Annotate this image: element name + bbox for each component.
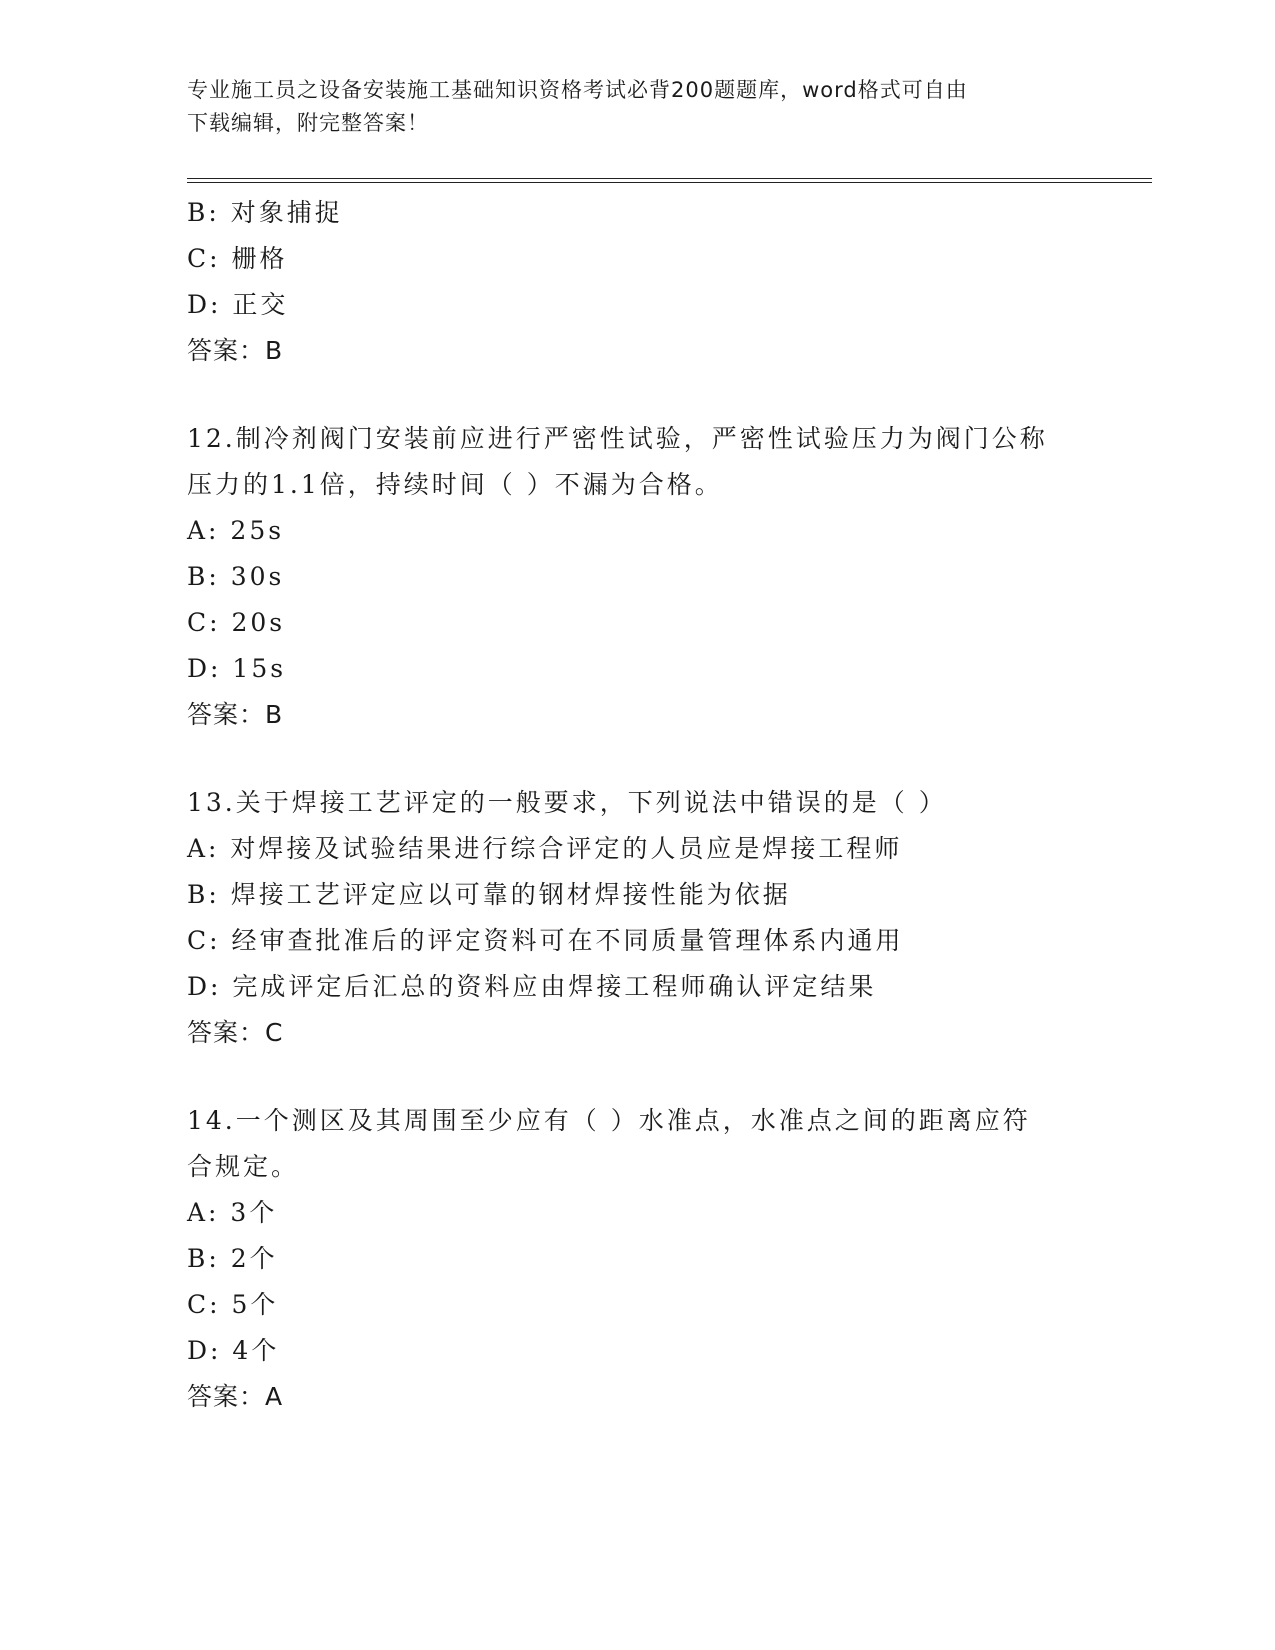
- option-d: D: 15s: [187, 654, 287, 683]
- question-content: [187, 190, 1087, 1420]
- option-a: A: 3个: [187, 1198, 278, 1227]
- header-title-line-2: 下载编辑，附完整答案！: [187, 111, 429, 135]
- option-b: B: 30s: [187, 562, 285, 591]
- question-stem-line-1: 13.关于焊接工艺评定的一般要求，下列说法中错误的是（ ）: [187, 788, 947, 817]
- answer-line: 答案：B: [187, 336, 284, 365]
- answer-line: 答案：C: [187, 1018, 284, 1047]
- option-d: D: 完成评定后汇总的资料应由焊接工程师确认评定结果: [187, 972, 877, 1001]
- option-b: B: 焊接工艺评定应以可靠的钢材焊接性能为依据: [187, 880, 791, 909]
- question-14: [187, 1098, 1087, 1420]
- option-c: C: 5个: [187, 1290, 279, 1319]
- answer-line: 答案：A: [187, 1382, 284, 1411]
- question-stem-line-1: 12.制冷剂阀门安装前应进行严密性试验，严密性试验压力为阀门公称: [187, 424, 1048, 453]
- option-c: C: 经审查批准后的评定资料可在不同质量管理体系内通用: [187, 926, 904, 955]
- question-11-continuation: [187, 190, 1087, 374]
- option-b: B: 2个: [187, 1244, 278, 1273]
- header-divider-bottom: [187, 182, 1152, 183]
- option-a: A: 25s: [187, 516, 285, 545]
- option-b: B: 对象捕捉: [187, 198, 343, 227]
- header-title-line-1: 专业施工员之设备安装施工基础知识资格考试必背200题题库，word格式可自由: [187, 78, 968, 102]
- question-stem-line-2: 合规定。: [187, 1152, 300, 1181]
- question-13: [187, 780, 1087, 1056]
- option-c: C: 栅格: [187, 244, 288, 273]
- document-header: [187, 74, 1087, 140]
- question-stem-line-2: 压力的1.1倍，持续时间（ ）不漏为合格。: [187, 470, 723, 499]
- question-12: [187, 416, 1087, 738]
- question-stem-line-1: 14.一个测区及其周围至少应有（ ）水准点，水准点之间的距离应符: [187, 1106, 1031, 1135]
- option-c: C: 20s: [187, 608, 286, 637]
- answer-line: 答案：B: [187, 700, 284, 729]
- header-divider-top: [187, 178, 1152, 179]
- option-d: D: 正交: [187, 290, 289, 319]
- option-d: D: 4个: [187, 1336, 280, 1365]
- option-a: A: 对焊接及试验结果进行综合评定的人员应是焊接工程师: [187, 834, 903, 863]
